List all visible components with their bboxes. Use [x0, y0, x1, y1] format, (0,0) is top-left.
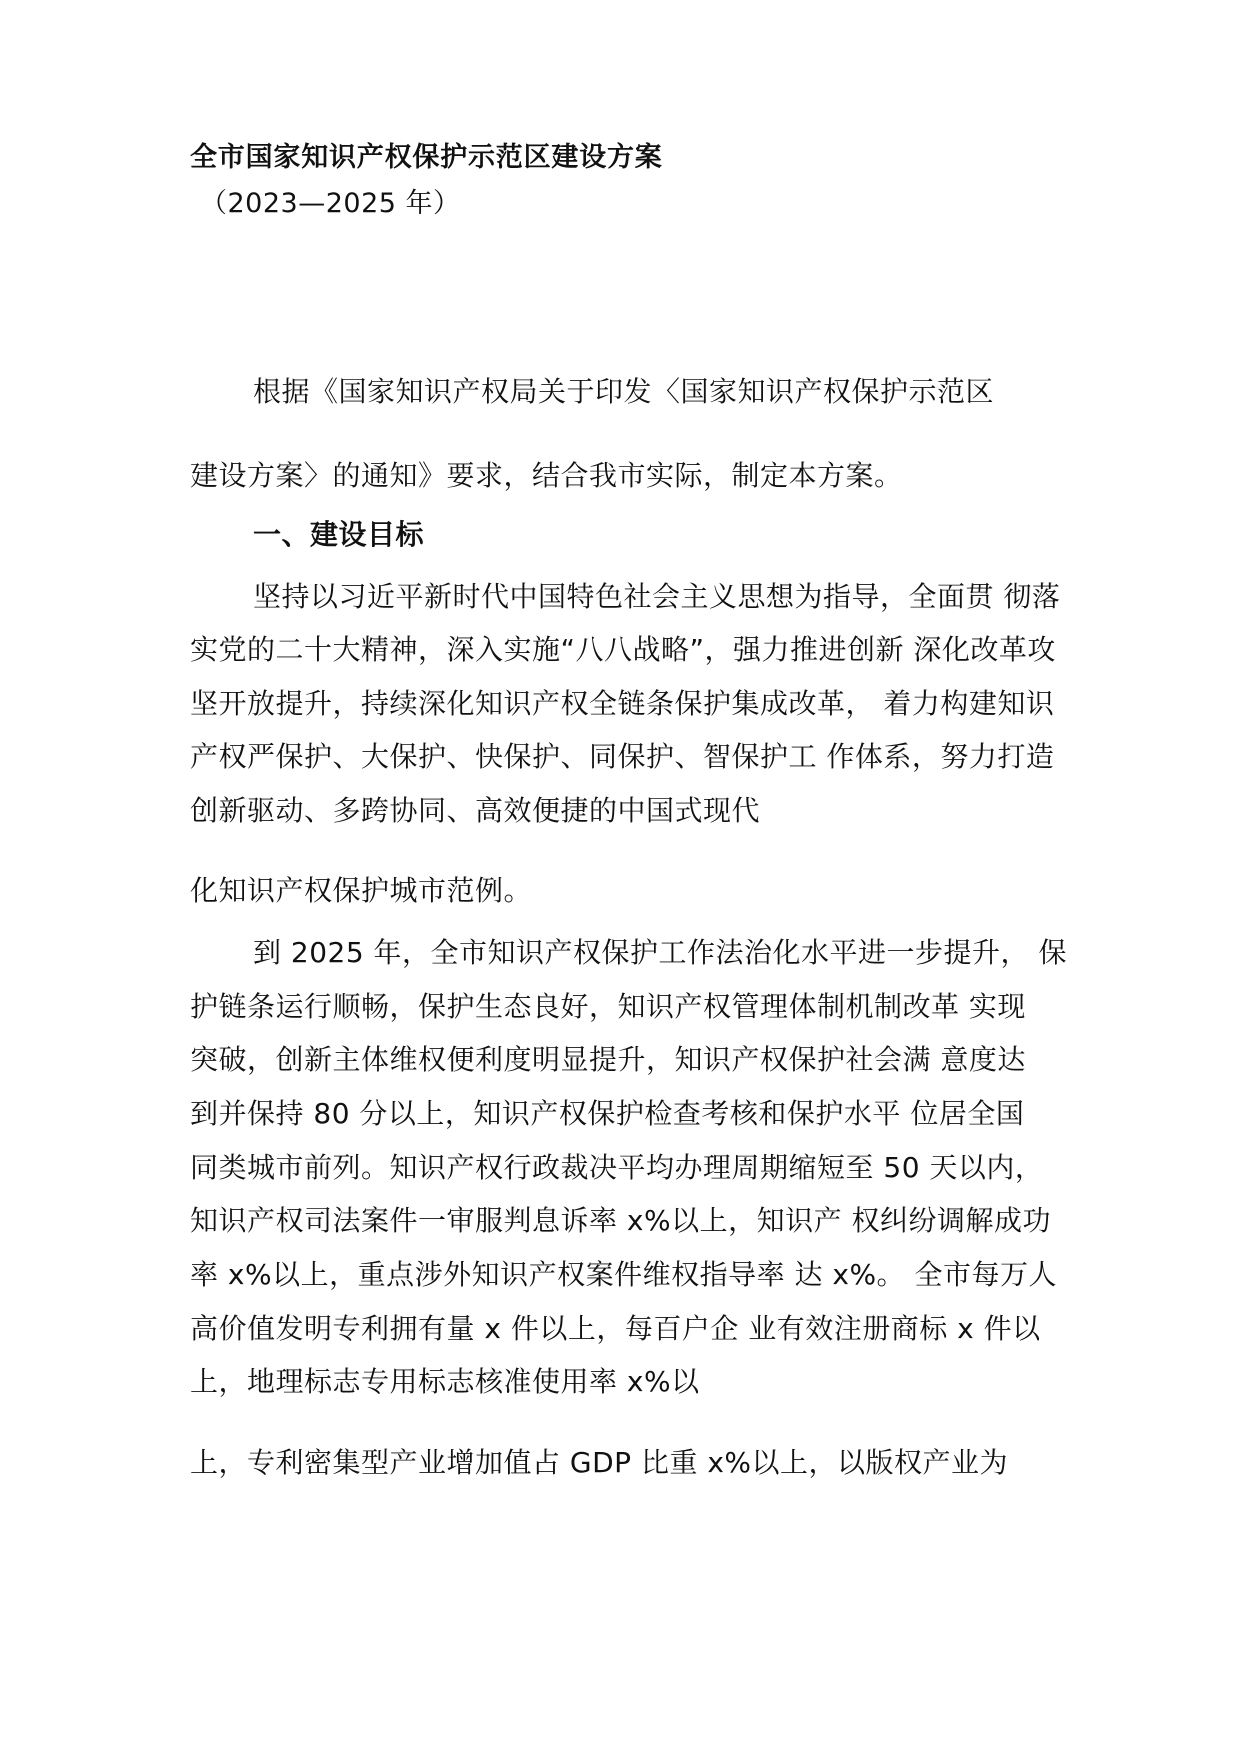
section-heading: 一、建设目标 — [253, 518, 425, 551]
paragraph-line: 上，地理标志专用标志核准使用率 x%以 — [190, 1365, 700, 1398]
paragraph-line: 创新驱动、多跨协同、高效便捷的中国式现代 — [190, 794, 761, 827]
paragraph-line: 同类城市前列。知识产权行政裁决平均办理周期缩短至 50 天以内， — [190, 1151, 1044, 1184]
paragraph-line: 化知识产权保护城市范例。 — [190, 874, 533, 907]
paragraph-line: 突破，创新主体维权便利度明显提升，知识产权保护社会满 意度达 — [190, 1043, 1026, 1076]
paragraph-line: 建设方案〉的通知》要求，结合我市实际，制定本方案。 — [190, 459, 903, 492]
paragraph-line: 率 x%以上，重点涉外知识产权案件维权指导率 达 x%。 全市每万人 — [190, 1258, 1057, 1291]
paragraph-line: 护链条运行顺畅，保护生态良好，知识产权管理体制机制改革 实现 — [190, 990, 1026, 1023]
paragraph-line: 上，专利密集型产业增加值占 GDP 比重 x%以上，以版权产业为 — [190, 1446, 1009, 1479]
document-title: 全市国家知识产权保护示范区建设方案 — [190, 142, 663, 173]
paragraph-line: 高价值发明专利拥有量 x 件以上，每百户企 业有效注册商标 x 件以 — [190, 1312, 1041, 1345]
paragraph-line: 到 2025 年，全市知识产权保护工作法治化水平进一步提升， 保 — [253, 936, 1067, 969]
paragraph-line: 知识产权司法案件一审服判息诉率 x%以上，知识产 权纠纷调解成功 — [190, 1204, 1051, 1237]
paragraph-line: 到并保持 80 分以上，知识产权保护检查考核和保护水平 位居全国 — [190, 1097, 1025, 1130]
paragraph-line: 根据《国家知识产权局关于印发〈国家知识产权保护示范区 — [253, 375, 995, 408]
paragraph-line: 实党的二十大精神，深入实施“八八战略”，强力推进创新 深化改革攻 — [190, 633, 1056, 666]
paragraph-line: 坚开放提升，持续深化知识产权全链条保护集成改革， 着力构建知识 — [190, 687, 1055, 720]
paragraph-line: 坚持以习近平新时代中国特色社会主义思想为指导，全面贯 彻落 — [253, 580, 1061, 613]
paragraph-line: 产权严保护、大保护、快保护、同保护、智保护工 作体系，努力打造 — [190, 740, 1055, 773]
document-subtitle: （2023—2025 年） — [200, 188, 461, 219]
